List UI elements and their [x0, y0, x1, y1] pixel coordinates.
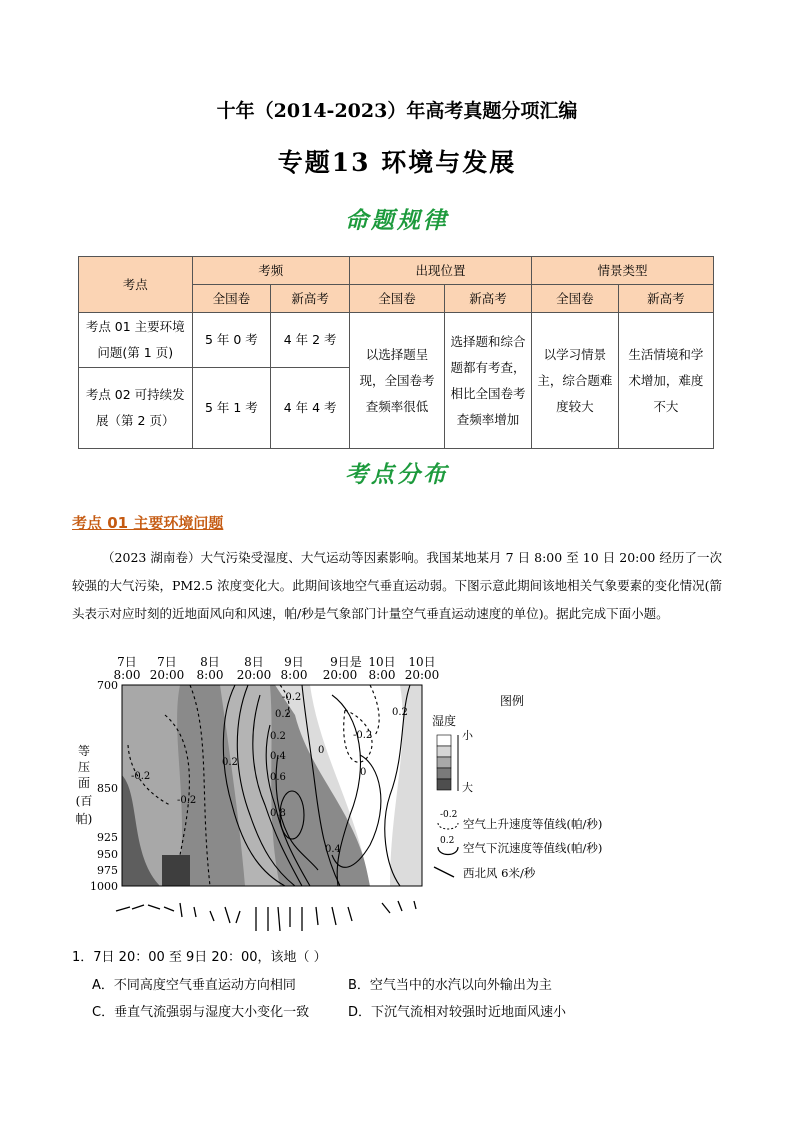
th-sub: 全国卷	[349, 285, 444, 313]
time-label: 7日	[117, 655, 137, 669]
time-label: 9日是	[330, 655, 362, 669]
y-tick: 700	[97, 679, 118, 692]
time-label: 8:00	[113, 668, 141, 682]
time-label: 7日	[157, 655, 177, 669]
legend-humidity-small: 小	[462, 729, 473, 742]
time-label: 9日	[284, 655, 304, 669]
y-tick: 850	[97, 782, 118, 795]
time-label: 8日	[200, 655, 220, 669]
th-sub: 新高考	[445, 285, 532, 313]
humidity-swatch	[437, 768, 451, 779]
legend-up-value: -0.2	[440, 810, 458, 820]
contour-label: 0.2	[270, 731, 286, 742]
contour-label: 0.2	[275, 709, 291, 720]
time-label: 8:00	[196, 668, 224, 682]
contour-label: 0.8	[270, 808, 286, 819]
legend-humidity-big: 大	[462, 781, 473, 794]
pos-xgk: 选择题和综合题都有考查，相比全国卷考查频率增加	[445, 313, 532, 449]
humidity-swatch	[437, 779, 451, 790]
y-tick: 1000	[90, 880, 118, 893]
row2-xgk: 4 年 4 考	[271, 368, 350, 449]
time-label: 8日	[244, 655, 264, 669]
topic-title: 专题13 环境与发展	[277, 148, 517, 177]
time-label: 10日	[368, 655, 396, 669]
row1-xgk: 4 年 2 考	[271, 313, 350, 368]
th-kaopin: 考频	[192, 257, 349, 285]
y-axis-char: 面	[77, 776, 91, 790]
option-c[interactable]: C．垂直气流强弱与湿度大小变化一致	[92, 1005, 310, 1020]
time-label: 8:00	[368, 668, 396, 682]
row2-qg: 5 年 1 考	[192, 368, 271, 449]
th-sub: 新高考	[271, 285, 350, 313]
section-heading-distribution: 考点分布	[345, 461, 449, 488]
time-label: 20:00	[236, 668, 272, 682]
contour-label: -0.2	[131, 771, 151, 782]
humidity-band	[162, 855, 190, 886]
row1-name: 考点 01 主要环境问题(第 1 页)	[79, 313, 193, 368]
th-sub: 全国卷	[531, 285, 618, 313]
contour-label: 0.4	[270, 751, 286, 762]
th-kaodian: 考点	[79, 257, 193, 313]
legend-down: 空气下沉速度等值线(帕/秒)	[463, 841, 603, 855]
legend-wind: 西北风 6米/秒	[463, 866, 536, 880]
y-ticks	[90, 679, 118, 893]
scene-xgk: 生活情境和学术增加，难度不大	[618, 313, 713, 449]
contour-label: 0	[318, 745, 325, 756]
humidity-swatch	[437, 746, 451, 757]
wind-legend-arrow	[434, 867, 454, 877]
humidity-field	[122, 685, 422, 886]
contour-label: 0.4	[325, 844, 341, 855]
contour-label: 0.2	[392, 707, 408, 718]
contour-label: -0.2	[282, 692, 302, 703]
th-sub: 全国卷	[192, 285, 271, 313]
y-axis-char: 压	[77, 760, 91, 774]
humidity-swatch	[437, 757, 451, 768]
y-axis-label	[76, 744, 93, 826]
time-label: 20:00	[404, 668, 440, 682]
legend-up: 空气上升速度等值线(帕/秒)	[463, 817, 603, 831]
row2-name: 考点 02 可持续发展（第 2 页）	[79, 368, 193, 449]
pos-qg: 以选择题呈现，全国卷考查频率很低	[349, 313, 444, 449]
humidity-legend	[437, 735, 451, 790]
y-tick: 975	[97, 864, 118, 877]
option-b[interactable]: B．空气当中的水汽以向外输出为主	[348, 978, 552, 993]
contour-label: 0.6	[270, 772, 286, 783]
contour-label: 0	[360, 767, 367, 778]
meteorology-figure	[70, 655, 660, 935]
option-a[interactable]: A．不同高度空气垂直运动方向相同	[92, 978, 296, 993]
scene-qg: 以学习情景主，综合题难度较大	[531, 313, 618, 449]
legend-title: 图例	[500, 694, 525, 708]
option-d[interactable]: D．下沉气流相对较强时近地面风速小	[348, 1005, 567, 1020]
contour-label: 0.2	[222, 757, 238, 768]
y-tick: 950	[97, 848, 118, 861]
th-weizhi: 出现位置	[349, 257, 531, 285]
section-heading-rules: 命题规律	[345, 207, 449, 234]
question-context: （2023 湖南卷）大气污染受湿度、大气运动等因素影响。我国某地某月 7 日 8:00 至 10 日 20:00 经历了一次较强的大气污染，PM2.5 浓度变化大。此期间该地空气垂直运动弱。下图示意此期间该地相关气象要素的变化情况(箭头表示对应时刻的近地面风向和风速，帕/秒是气象部门计量空气垂直运动速度的单位)。据此完成下面小题。	[72, 550, 722, 621]
row1-qg: 5 年 0 考	[192, 313, 271, 368]
time-label: 20:00	[322, 668, 358, 682]
wind-arrows	[116, 901, 416, 931]
y-axis-char: 帕)	[75, 812, 93, 826]
time-label: 8:00	[280, 668, 308, 682]
page-title: 十年（2014-2023）年高考真题分项汇编	[216, 100, 578, 122]
time-label: 20:00	[149, 668, 185, 682]
y-axis-char: (百	[75, 794, 93, 808]
y-tick: 925	[97, 831, 118, 844]
legend-humidity-label: 湿度	[432, 714, 457, 728]
kaodian-title: 考点 01 主要环境问题	[72, 514, 224, 532]
question-stem: 1．7日 20：00 至 9日 20：00，该地（ ）	[72, 950, 327, 965]
th-sub: 新高考	[618, 285, 713, 313]
time-label: 10日	[408, 655, 436, 669]
th-qingjing: 情景类型	[531, 257, 713, 285]
humidity-swatch	[437, 735, 451, 746]
y-axis-char: 等	[77, 744, 91, 758]
contour-label: -0.2	[177, 795, 197, 806]
up-contour-icon	[438, 823, 458, 829]
contour-label: -0.2	[353, 730, 373, 741]
spec-table	[78, 256, 714, 449]
time-labels	[114, 655, 440, 682]
legend-down-value: 0.2	[440, 836, 455, 846]
down-contour-icon	[438, 847, 458, 855]
